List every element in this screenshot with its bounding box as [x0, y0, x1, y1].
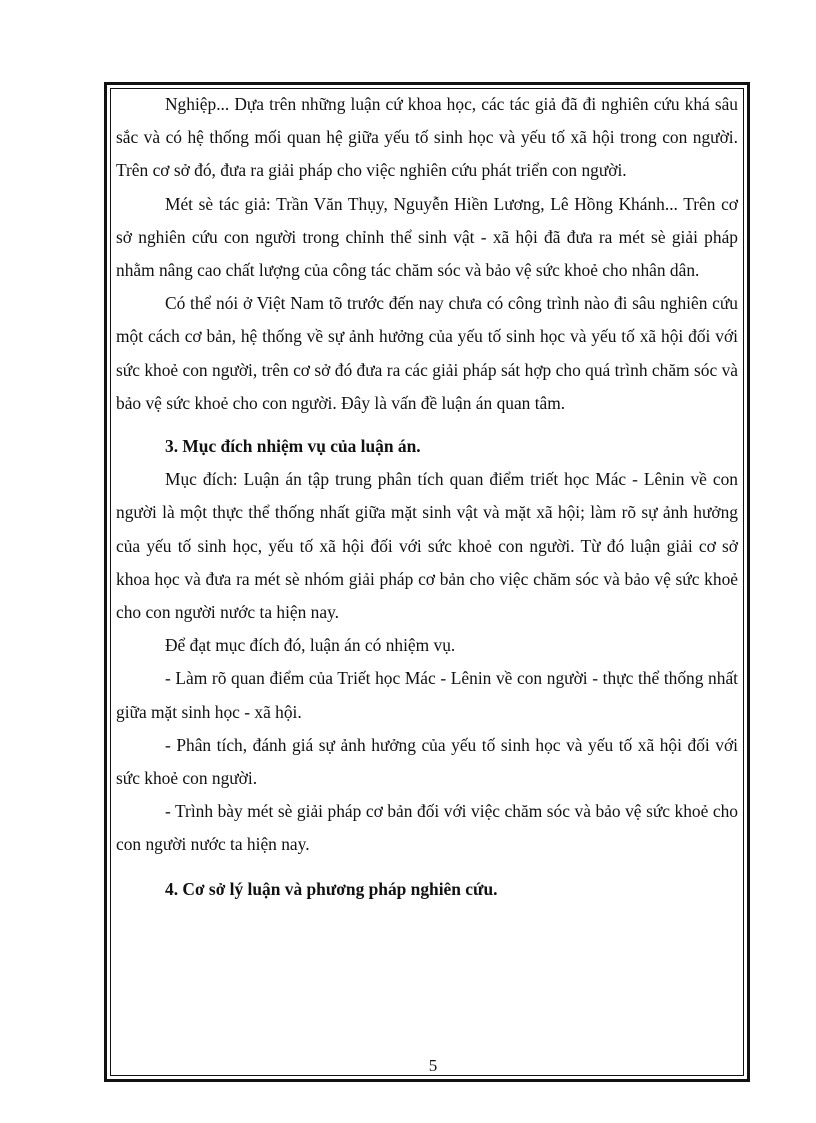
paragraph-2: Mét sè tác giả: Trần Văn Thụy, Nguyễn Hiền Lương, Lê Hồng Khánh... Trên cơ sở nghiên cứu con người trong chỉnh thể sinh vật - xã hội đã đưa ra mét sè giải pháp nhằm nâng cao chất lượng của công tác chăm sóc và bảo vệ sức khoẻ cho nhân dân. — [116, 193, 738, 281]
paragraph-1: Nghiệp... Dựa trên những luận cứ khoa học, các tác giả đã đi nghiên cứu khá sâu sắc và có hệ thống mối quan hệ giữa yếu tố sinh học và yếu tố xã hội trong con người. Trên cơ sở đó, đưa ra giải pháp cho việc nghiên cứu phát triển con người. — [116, 94, 738, 181]
paragraph-3: Có thể nói ở Việt Nam tõ trước đến nay chưa có công trình nào đi sâu nghiên cứu một cách cơ bản, hệ thống về sự ảnh hưởng của yếu tố sinh học và yếu tố xã hội đối với sức khoẻ con người, trên cơ sở đó đưa ra các giải pháp sát hợp cho quá trình chăm sóc và bảo vệ sức khoẻ cho con người. Đây là vấn đề luận án quan tâm. — [116, 293, 738, 413]
section-3-task-1: - Làm rõ quan điểm của Triết học Mác - Lênin về con người - thực thể thống nhất giữa mặt sinh học - xã hội. — [116, 668, 738, 722]
section-heading-3: 3. Mục đích nhiệm vụ của luận án. — [165, 436, 421, 457]
section-3-task-2: - Phân tích, đánh giá sự ảnh hưởng của yếu tố sinh học và yếu tố xã hội đối với sức khoẻ con người. — [116, 734, 738, 789]
document-body — [116, 88, 738, 906]
section-3-paragraph-purpose: Mục đích: Luận án tập trung phân tích quan điểm triết học Mác - Lênin về con người là một thực thể thống nhất giữa mặt sinh vật và mặt xã hội; làm rõ sự ảnh hưởng của yếu tố sinh học, yếu tố xã hội đối với sức khoẻ con người. Từ đó luận giải cơ sở khoa học và đưa ra mét sè nhóm giải pháp cơ bản cho việc chăm sóc và bảo vệ sức khoẻ cho con người nước ta hiện nay. — [116, 469, 738, 623]
section-3-task-3: - Trình bày mét sè giải pháp cơ bản đối với việc chăm sóc và bảo vệ sức khoẻ cho con người nước ta hiện nay. — [116, 801, 738, 855]
section-heading-4: 4. Cơ sở lý luận và phương pháp nghiên cứu. — [165, 878, 498, 899]
section-3-paragraph-tasks-intro: Để đạt mục đích đó, luận án có nhiệm vụ. — [165, 635, 456, 656]
page-number: 5 — [428, 1056, 438, 1075]
